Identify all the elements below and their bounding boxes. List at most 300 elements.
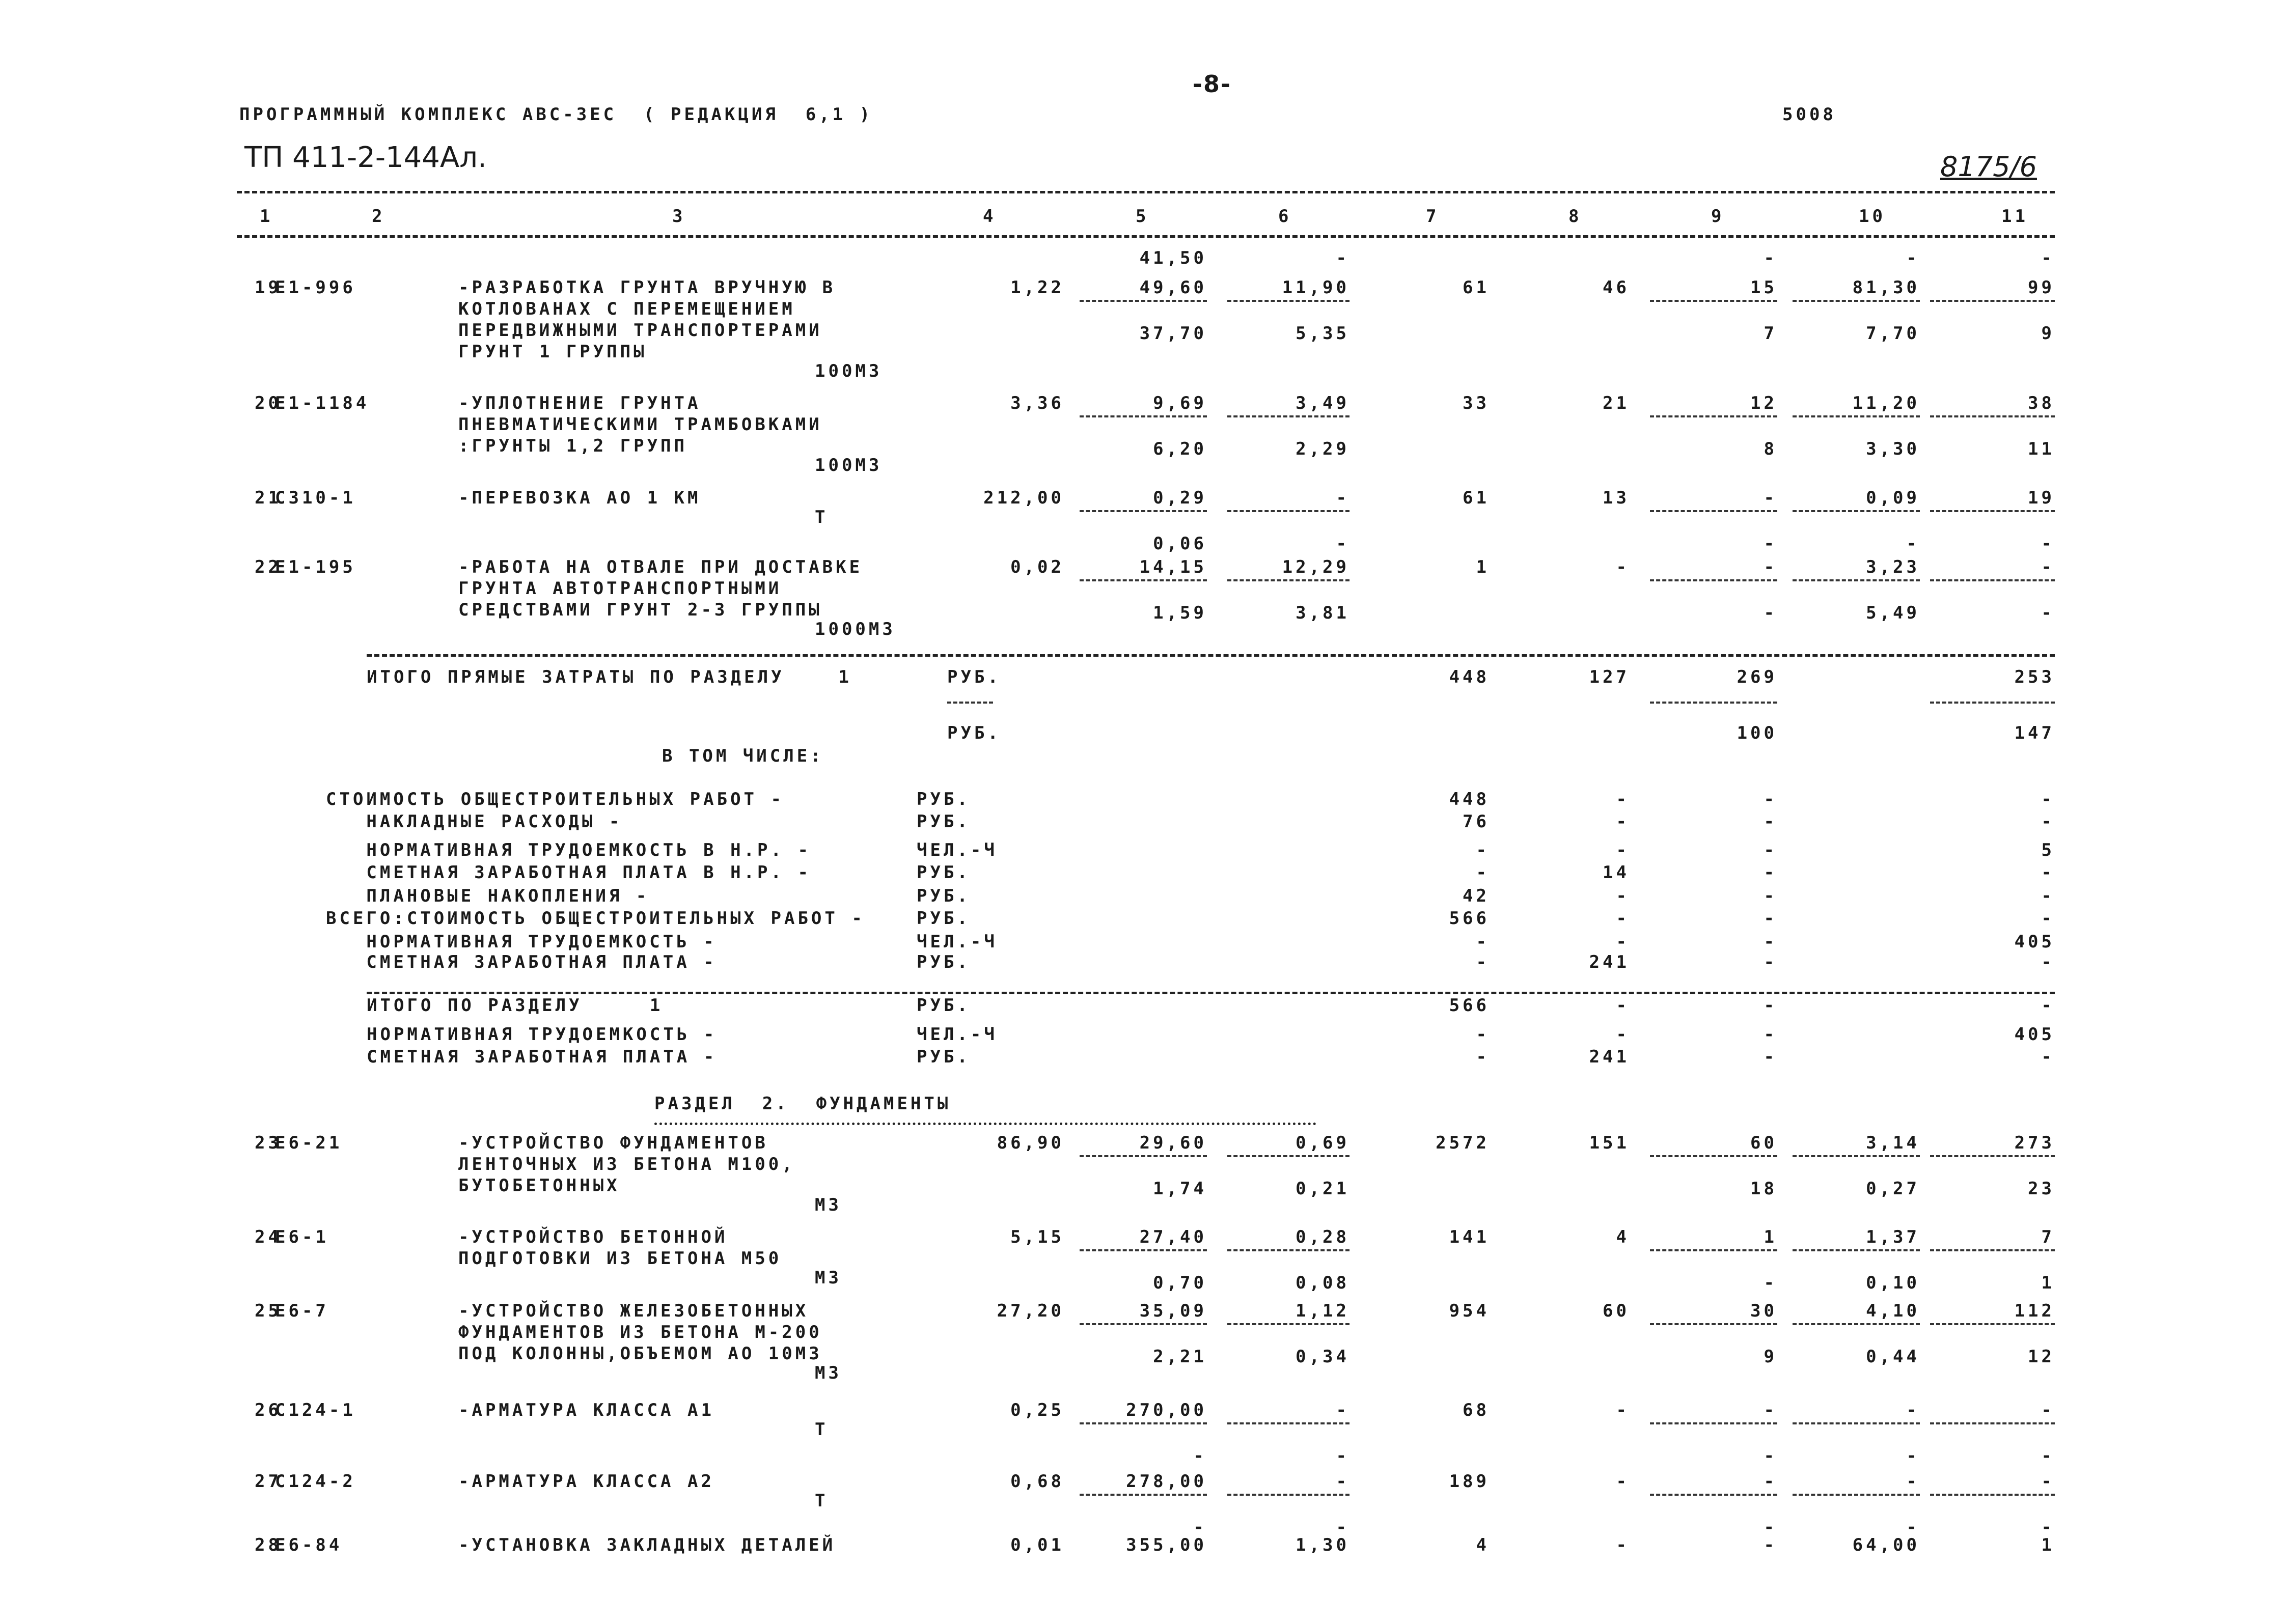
s1-row-19-c10-top: -: [1906, 248, 1920, 268]
s2-row-27-c6-bottom: -: [1336, 1517, 1349, 1537]
s2-row-27-c4: 0,68: [1010, 1471, 1064, 1492]
s1-row-19-c5-top: 41,50: [1139, 248, 1207, 268]
s1-row-22-c10: 3,23: [1866, 557, 1920, 577]
column-header-7: 7: [1426, 206, 1440, 227]
s2-row-23-c11: 273: [2014, 1133, 2055, 1153]
s2-row-23-c10: 3,14: [1866, 1133, 1920, 1153]
summary-c11-2: 5: [2041, 840, 2055, 860]
total-direct-unit-2: РУБ.: [947, 723, 1001, 743]
column-header-6: 6: [1278, 206, 1292, 227]
s2-row-26-c9-rule: [1650, 1422, 1777, 1424]
s1-row-20-c9: 12: [1750, 393, 1777, 413]
s1-row-19-c10-rule: [1793, 300, 1920, 302]
s2-row-25-c9: 30: [1750, 1301, 1777, 1321]
s1-row-19-c9-bottom: 7: [1764, 323, 1777, 344]
s1-row-20-desc-0: -УПЛОТНЕНИЕ ГРУНТА: [458, 393, 701, 413]
summary-c7-4: 42: [1463, 886, 1490, 906]
s1-row-20-c6: 3,49: [1296, 393, 1349, 413]
s2-row-23-c5-bottom: 1,74: [1153, 1179, 1207, 1199]
s2-row-25-c4: 27,20: [997, 1301, 1064, 1321]
total-direct-c9: 269: [1737, 667, 1777, 687]
s2-row-26-unit: Т: [815, 1419, 829, 1440]
s1-row-22-number: 22: [255, 557, 282, 577]
s2-row-23-number: 23: [255, 1133, 282, 1153]
summary-label-2: НОРМАТИВНАЯ ТРУДОЕМКОСТЬ В Н.Р. -: [326, 840, 811, 860]
s1-row-22-c8: -: [1616, 557, 1630, 577]
s1-row-21-number: 21: [255, 488, 282, 508]
summary-c9-3: -: [1764, 862, 1777, 883]
s1-row-22-code: Е1-195: [275, 557, 356, 577]
section-total-c7-0: 566: [1449, 995, 1490, 1016]
s1-row-19-c7: 61: [1463, 277, 1490, 298]
s1-row-20-number: 20: [255, 393, 282, 413]
s2-row-25-c6: 1,12: [1296, 1301, 1349, 1321]
s1-row-21-c10-bottom: -: [1906, 534, 1920, 554]
s2-row-25-c11-bottom: 12: [2028, 1347, 2055, 1367]
s2-row-26-c9-bottom: -: [1764, 1446, 1777, 1466]
header-top-rule: [237, 191, 2055, 193]
s1-row-20-c4: 3,36: [1010, 393, 1064, 413]
total-direct-unit: РУБ.: [947, 667, 1001, 687]
s1-row-21-c9-rule: [1650, 510, 1777, 512]
s2-row-26-c6-rule: [1227, 1422, 1349, 1424]
section-total-c7-2: -: [1476, 1047, 1490, 1067]
s1-row-22-c9: -: [1764, 557, 1777, 577]
s2-row-23-c11-bottom: 23: [2028, 1179, 2055, 1199]
s2-row-25-c7: 954: [1449, 1301, 1490, 1321]
s2-row-24-c10-bottom: 0,10: [1866, 1273, 1920, 1293]
s1-row-19-c5-rule: [1080, 300, 1207, 302]
s1-row-22-c11-rule: [1930, 579, 2055, 581]
header-bottom-rule: [237, 235, 2055, 238]
s2-row-25-c9-bottom: 9: [1764, 1347, 1777, 1367]
s1-row-22-c6: 12,29: [1282, 557, 1349, 577]
s1-row-19-c11-rule: [1930, 300, 2055, 302]
s1-row-22-c7: 1: [1476, 557, 1490, 577]
s1-row-20-c6-rule: [1227, 415, 1349, 417]
s2-row-27-c10-rule: [1793, 1494, 1920, 1496]
s1-row-22-c9-rule: [1650, 579, 1777, 581]
summary-c9-0: -: [1764, 789, 1777, 809]
s1-row-19-c11-bottom: 9: [2041, 323, 2055, 344]
s2-row-23-c9-rule: [1650, 1155, 1777, 1157]
s2-row-25-number: 25: [255, 1301, 282, 1321]
s2-row-23-c11-rule: [1930, 1155, 2055, 1157]
s1-row-22-desc-2: СРЕДСТВАМИ ГРУНТ 2-3 ГРУППЫ: [458, 600, 822, 620]
s2-row-27-c9-rule: [1650, 1494, 1777, 1496]
s2-row-24-c10-rule: [1793, 1249, 1920, 1251]
s2-row-26-c11: -: [2041, 1400, 2055, 1420]
section-total-c7-1: -: [1476, 1024, 1490, 1045]
s2-row-26-c5-bottom: -: [1193, 1446, 1207, 1466]
column-header-11: 11: [2001, 206, 2028, 227]
summary-label-6: НОРМАТИВНАЯ ТРУДОЕМКОСТЬ -: [326, 932, 717, 952]
s2-row-28-c11: 1: [2041, 1535, 2055, 1555]
s1-row-19-desc-0: -РАЗРАБОТКА ГРУНТА ВРУЧНУЮ В: [458, 277, 836, 298]
summary-c7-6: -: [1476, 932, 1490, 952]
summary-unit-0: РУБ.: [917, 789, 971, 809]
s2-row-23-code: Е6-21: [275, 1133, 343, 1153]
total-direct-c8: 127: [1589, 667, 1630, 687]
s1-row-22-c10-bottom: 5,49: [1866, 603, 1920, 623]
s1-row-19-code: Е1-996: [275, 277, 356, 298]
s2-row-26-c6: -: [1336, 1400, 1349, 1420]
s1-row-19-c6-top: -: [1336, 248, 1349, 268]
s1-row-21-c11: 19: [2028, 488, 2055, 508]
s1-row-20-c10-rule: [1793, 415, 1920, 417]
s2-row-24-code: Е6-1: [275, 1227, 329, 1247]
s2-row-24-c11-bottom: 1: [2041, 1273, 2055, 1293]
s2-row-25-desc-2: ПОД КОЛОННЫ,ОБЪЕМОМ АО 10М3: [458, 1343, 822, 1364]
s1-row-21-c6-bottom: -: [1336, 534, 1349, 554]
s1-row-20-c11-rule: [1930, 415, 2055, 417]
s2-row-26-c10: -: [1906, 1400, 1920, 1420]
s1-row-20-c10: 11,20: [1852, 393, 1920, 413]
s1-row-22-c6-rule: [1227, 579, 1349, 581]
s2-row-23-desc-1: ЛЕНТОЧНЫХ ИЗ БЕТОНА М100,: [458, 1154, 795, 1174]
column-header-2: 2: [372, 206, 385, 227]
s2-row-26-c9: -: [1764, 1400, 1777, 1420]
s2-row-28-number: 28: [255, 1535, 282, 1555]
column-header-1: 1: [260, 206, 273, 227]
summary-c7-2: -: [1476, 840, 1490, 860]
summary-c7-1: 76: [1463, 811, 1490, 832]
s1-row-20-code: Е1-1184: [275, 393, 370, 413]
s2-row-26-number: 26: [255, 1400, 282, 1420]
s2-row-27-c10-bottom: -: [1906, 1517, 1920, 1537]
column-header-5: 5: [1136, 206, 1149, 227]
summary-c7-7: -: [1476, 952, 1490, 972]
summary-c9-4: -: [1764, 886, 1777, 906]
s1-row-21-c9: -: [1764, 488, 1777, 508]
s2-row-27-c11: -: [2041, 1471, 2055, 1492]
s1-row-21-unit: Т: [815, 507, 829, 527]
s2-row-26-c11-bottom: -: [2041, 1446, 2055, 1466]
s1-row-19-c6-bottom: 5,35: [1296, 323, 1349, 344]
s2-row-23-c10-rule: [1793, 1155, 1920, 1157]
summary-unit-5: РУБ.: [917, 908, 971, 929]
total-direct-c9-bottom: 100: [1737, 723, 1777, 743]
s2-row-23-c6-rule: [1227, 1155, 1349, 1157]
summary-c7-3: -: [1476, 862, 1490, 883]
s2-row-23-c6-bottom: 0,21: [1296, 1179, 1349, 1199]
s1-row-20-unit: 100М3: [815, 455, 883, 475]
s2-row-23-c4: 86,90: [997, 1133, 1064, 1153]
summary-c8-0: -: [1616, 789, 1630, 809]
s2-row-28-c10: 64,00: [1852, 1535, 1920, 1555]
s1-row-22-c11-bottom: -: [2041, 603, 2055, 623]
s1-row-22-c9-bottom: -: [1764, 603, 1777, 623]
s2-row-24-c6-bottom: 0,08: [1296, 1273, 1349, 1293]
s2-row-24-number: 24: [255, 1227, 282, 1247]
s1-row-22-c5: 14,15: [1139, 557, 1207, 577]
summary-unit-4: РУБ.: [917, 886, 971, 906]
s1-row-22-unit: 1000М3: [815, 619, 896, 639]
s1-row-19-c6-rule: [1227, 300, 1349, 302]
s1-row-19-c9-rule: [1650, 300, 1777, 302]
s2-row-26-c10-bottom: -: [1906, 1446, 1920, 1466]
s1-row-21-desc-0: -ПЕРЕВОЗКА АО 1 КМ: [458, 488, 701, 508]
s2-row-23-desc-0: -УСТРОЙСТВО ФУНДАМЕНТОВ: [458, 1133, 768, 1153]
s2-row-23-c9: 60: [1750, 1133, 1777, 1153]
s2-row-24-c4: 5,15: [1010, 1227, 1064, 1247]
program-title: ПРОГРАММНЫЙ КОМПЛЕКС АВС-ЗЕС ( РЕДАКЦИЯ 6,1 ): [239, 104, 873, 125]
s2-row-24-c7: 141: [1449, 1227, 1490, 1247]
summary-unit-1: РУБ.: [917, 811, 971, 832]
s2-row-26-c8: -: [1616, 1400, 1630, 1420]
section-total-c9-2: -: [1764, 1047, 1777, 1067]
s1-row-19-c9-top: -: [1764, 248, 1777, 268]
s1-row-20-c5-rule: [1080, 415, 1207, 417]
column-header-3: 3: [672, 206, 686, 227]
s1-row-22-c10-rule: [1793, 579, 1920, 581]
s2-row-26-c7: 68: [1463, 1400, 1490, 1420]
s2-row-28-c8: -: [1616, 1535, 1630, 1555]
s1-row-21-c6: -: [1336, 488, 1349, 508]
s1-row-21-c11-bottom: -: [2041, 534, 2055, 554]
summary-c11-3: -: [2041, 862, 2055, 883]
s1-row-20-c8: 21: [1603, 393, 1630, 413]
code-number: 5008: [1782, 104, 1836, 125]
s1-row-20-c10-bottom: 3,30: [1866, 439, 1920, 459]
summary-c8-2: -: [1616, 840, 1630, 860]
summary-unit-3: РУБ.: [917, 862, 971, 883]
s1-row-22-c11: -: [2041, 557, 2055, 577]
s2-row-28-c9: -: [1764, 1535, 1777, 1555]
s2-row-26-c4: 0,25: [1010, 1400, 1064, 1420]
s1-row-20-c11-bottom: 11: [2028, 439, 2055, 459]
s2-row-27-c9-bottom: -: [1764, 1517, 1777, 1537]
s2-row-25-c5: 35,09: [1139, 1301, 1207, 1321]
s1-row-19-desc-2: ПЕРЕДВИЖНЫМИ ТРАНСПОРТЕРАМИ: [458, 320, 822, 341]
s2-row-25-code: Е6-7: [275, 1301, 329, 1321]
summary-c8-4: -: [1616, 886, 1630, 906]
s2-row-28-c4: 0,01: [1010, 1535, 1064, 1555]
summary-unit-7: РУБ.: [917, 952, 971, 972]
s2-row-23-c9-bottom: 18: [1750, 1179, 1777, 1199]
s2-row-27-c6-rule: [1227, 1494, 1349, 1496]
s1-row-22-desc-0: -РАБОТА НА ОТВАЛЕ ПРИ ДОСТАВКЕ: [458, 557, 863, 577]
column-header-10: 10: [1859, 206, 1886, 227]
s2-row-24-unit: М3: [815, 1268, 842, 1288]
s2-row-25-c10: 4,10: [1866, 1301, 1920, 1321]
total-direct-c11-rule: [1930, 702, 2055, 704]
s1-row-19-c10: 81,30: [1852, 277, 1920, 298]
s2-row-23-c8: 151: [1589, 1133, 1630, 1153]
summary-c8-1: -: [1616, 811, 1630, 832]
total-direct-rule: [367, 654, 2055, 657]
s2-row-24-c9-bottom: -: [1764, 1273, 1777, 1293]
section-total-c11-1: 405: [2014, 1024, 2055, 1045]
s1-row-19-c5-bottom: 37,70: [1139, 323, 1207, 344]
s2-row-27-c10: -: [1906, 1471, 1920, 1492]
s2-row-27-c9: -: [1764, 1471, 1777, 1492]
s1-row-20-c5-bottom: 6,20: [1153, 439, 1207, 459]
section-total-label-0: ИТОГО ПО РАЗДЕЛУ 1: [367, 995, 664, 1016]
page-number: -8-: [1192, 70, 1232, 98]
s2-row-23-c5-rule: [1080, 1155, 1207, 1157]
s1-row-20-c7: 33: [1463, 393, 1490, 413]
s2-row-25-c8: 60: [1603, 1301, 1630, 1321]
summary-label-1: НАКЛАДНЫЕ РАСХОДЫ -: [326, 811, 623, 832]
s1-row-21-c10-rule: [1793, 510, 1920, 512]
s1-row-19-c5: 49,60: [1139, 277, 1207, 298]
s1-row-19-desc-3: ГРУНТ 1 ГРУППЫ: [458, 342, 647, 362]
s2-row-26-code: С124-1: [275, 1400, 356, 1420]
s1-row-21-c4: 212,00: [983, 488, 1064, 508]
summary-c8-6: -: [1616, 932, 1630, 952]
s1-row-20-c9-rule: [1650, 415, 1777, 417]
s2-row-28-c7: 4: [1476, 1535, 1490, 1555]
s2-row-27-number: 27: [255, 1471, 282, 1492]
s2-row-24-c10: 1,37: [1866, 1227, 1920, 1247]
s2-row-24-c6-rule: [1227, 1249, 1349, 1251]
summary-c7-0: 448: [1449, 789, 1490, 809]
summary-label-5: ВСЕГО:СТОИМОСТЬ ОБЩЕСТРОИТЕЛЬНЫХ РАБОТ -: [326, 908, 865, 929]
total-direct-c7: 448: [1449, 667, 1490, 687]
summary-c9-7: -: [1764, 952, 1777, 972]
s1-row-19-c4: 1,22: [1010, 277, 1064, 298]
s2-row-27-c7: 189: [1449, 1471, 1490, 1492]
s2-row-24-c5-bottom: 0,70: [1153, 1273, 1207, 1293]
s1-row-19-c11: 99: [2028, 277, 2055, 298]
s1-row-19-c6: 11,90: [1282, 277, 1349, 298]
s2-row-23-c5: 29,60: [1139, 1133, 1207, 1153]
summary-label-7: СМЕТНАЯ ЗАРАБОТНАЯ ПЛАТА -: [326, 952, 717, 972]
s2-row-23-unit: М3: [815, 1195, 842, 1215]
s2-row-25-c6-bottom: 0,34: [1296, 1347, 1349, 1367]
s1-row-21-c9-bottom: -: [1764, 534, 1777, 554]
section-total-unit-1: ЧЕЛ.-Ч: [917, 1024, 998, 1045]
s2-row-23-c6: 0,69: [1296, 1133, 1349, 1153]
s1-row-19-c10-bottom: 7,70: [1866, 323, 1920, 344]
doc-ref: ТП 411-2-144Ал.: [244, 141, 487, 174]
s1-row-20-c9-bottom: 8: [1764, 439, 1777, 459]
s2-row-24-c6: 0,28: [1296, 1227, 1349, 1247]
s1-row-19-c8: 46: [1603, 277, 1630, 298]
s2-row-28-c6: 1,30: [1296, 1535, 1349, 1555]
section-total-c8-0: -: [1616, 995, 1630, 1016]
total-direct-c11-bottom: 147: [2014, 723, 2055, 743]
s2-row-25-desc-0: -УСТРОЙСТВО ЖЕЛЕЗОБЕТОННЫХ: [458, 1301, 809, 1321]
s2-row-26-c6-bottom: -: [1336, 1446, 1349, 1466]
summary-label-0: СТОИМОСТЬ ОБЩЕСТРОИТЕЛЬНЫХ РАБОТ -: [326, 789, 784, 809]
s2-row-27-desc-0: -АРМАТУРА КЛАССА А2: [458, 1471, 714, 1492]
section-total-rule: [367, 992, 2055, 994]
s2-row-27-unit: Т: [815, 1491, 829, 1511]
summary-c7-5: 566: [1449, 908, 1490, 929]
section-total-label-1: НОРМАТИВНАЯ ТРУДОЕМКОСТЬ -: [367, 1024, 718, 1045]
summary-label-4: ПЛАНОВЫЕ НАКОПЛЕНИЯ -: [326, 886, 650, 906]
s2-row-27-code: С124-2: [275, 1471, 356, 1492]
section-2-underline: [654, 1123, 1316, 1125]
s1-row-20-c5: 9,69: [1153, 393, 1207, 413]
s2-row-25-c5-bottom: 2,21: [1153, 1347, 1207, 1367]
s2-row-28-code: Е6-84: [275, 1535, 343, 1555]
s1-row-19-number: 19: [255, 277, 282, 298]
summary-c11-5: -: [2041, 908, 2055, 929]
s1-row-21-c7: 61: [1463, 488, 1490, 508]
s1-row-19-c9: 15: [1750, 277, 1777, 298]
total-direct-c11: 253: [2014, 667, 2055, 687]
s2-row-24-c11: 7: [2041, 1227, 2055, 1247]
s2-row-26-desc-0: -АРМАТУРА КЛАССА А1: [458, 1400, 714, 1420]
s2-row-23-desc-2: БУТОБЕТОННЫХ: [458, 1175, 620, 1196]
s2-row-25-c10-rule: [1793, 1323, 1920, 1325]
s2-row-24-c9-rule: [1650, 1249, 1777, 1251]
s2-row-25-desc-1: ФУНДАМЕНТОВ ИЗ БЕТОНА М-200: [458, 1322, 822, 1342]
s1-row-21-c8: 13: [1603, 488, 1630, 508]
column-header-4: 4: [983, 206, 997, 227]
summary-c8-7: 241: [1589, 952, 1630, 972]
section-2-title: РАЗДЕЛ 2. ФУНДАМЕНТЫ: [654, 1094, 951, 1114]
s2-row-24-c9: 1: [1764, 1227, 1777, 1247]
s2-row-27-c5: 278,00: [1126, 1471, 1207, 1492]
s2-row-27-c8: -: [1616, 1471, 1630, 1492]
s2-row-27-c11-bottom: -: [2041, 1517, 2055, 1537]
doc-stamp: 8175/6: [1940, 151, 2037, 183]
s2-row-25-c9-rule: [1650, 1323, 1777, 1325]
s1-row-22-c5-bottom: 1,59: [1153, 603, 1207, 623]
s2-row-25-c6-rule: [1227, 1323, 1349, 1325]
s1-row-22-desc-1: ГРУНТА АВТОТРАНСПОРТНЫМИ: [458, 578, 782, 599]
s1-row-20-desc-1: ПНЕВМАТИЧЕСКИМИ ТРАМБОВКАМИ: [458, 414, 822, 435]
section-total-unit-0: РУБ.: [917, 995, 971, 1016]
s2-row-24-desc-1: ПОДГОТОВКИ ИЗ БЕТОНА М50: [458, 1248, 782, 1269]
s1-row-21-c6-rule: [1227, 510, 1349, 512]
s2-row-25-c11: 112: [2014, 1301, 2055, 1321]
s2-row-24-c11-rule: [1930, 1249, 2055, 1251]
s1-row-20-c6-bottom: 2,29: [1296, 439, 1349, 459]
s2-row-27-c5-rule: [1080, 1494, 1207, 1496]
summary-c11-4: -: [2041, 886, 2055, 906]
summary-c11-1: -: [2041, 811, 2055, 832]
s2-row-24-c8: 4: [1616, 1227, 1630, 1247]
section-total-c11-2: -: [2041, 1047, 2055, 1067]
section-total-c9-0: -: [1764, 995, 1777, 1016]
summary-unit-2: ЧЕЛ.-Ч: [917, 840, 998, 860]
s2-row-25-unit: М3: [815, 1363, 842, 1383]
s2-row-26-c5-rule: [1080, 1422, 1207, 1424]
s1-row-22-c4: 0,02: [1010, 557, 1064, 577]
s1-row-19-desc-1: КОТЛОВАНАХ С ПЕРЕМЕЩЕНИЕМ: [458, 299, 795, 319]
summary-label-3: СМЕТНАЯ ЗАРАБОТНАЯ ПЛАТА В Н.Р. -: [326, 862, 811, 883]
column-header-8: 8: [1568, 206, 1582, 227]
section-total-c11-0: -: [2041, 995, 2055, 1016]
s2-row-27-c5-bottom: -: [1193, 1517, 1207, 1537]
summary-c9-1: -: [1764, 811, 1777, 832]
summary-c11-6: 405: [2014, 932, 2055, 952]
section-total-unit-2: РУБ.: [917, 1047, 971, 1067]
s1-row-22-c6-bottom: 3,81: [1296, 603, 1349, 623]
s1-row-19-c11-top: -: [2041, 248, 2055, 268]
s2-row-25-c5-rule: [1080, 1323, 1207, 1325]
section-total-c8-2: 241: [1589, 1047, 1630, 1067]
summary-c8-3: 14: [1603, 862, 1630, 883]
total-direct-unit-rule: [947, 702, 993, 704]
s1-row-20-desc-2: :ГРУНТЫ 1,2 ГРУПП: [458, 436, 687, 456]
s1-row-21-c5-rule: [1080, 510, 1207, 512]
s1-row-21-c5-bottom: 0,06: [1153, 534, 1207, 554]
summary-unit-6: ЧЕЛ.-Ч: [917, 932, 998, 952]
s2-row-24-c5-rule: [1080, 1249, 1207, 1251]
s1-row-21-c11-rule: [1930, 510, 2055, 512]
s2-row-25-c11-rule: [1930, 1323, 2055, 1325]
section-total-c8-1: -: [1616, 1024, 1630, 1045]
s1-row-19-unit: 100М3: [815, 361, 883, 381]
summary-c11-7: -: [2041, 952, 2055, 972]
summary-c9-6: -: [1764, 932, 1777, 952]
